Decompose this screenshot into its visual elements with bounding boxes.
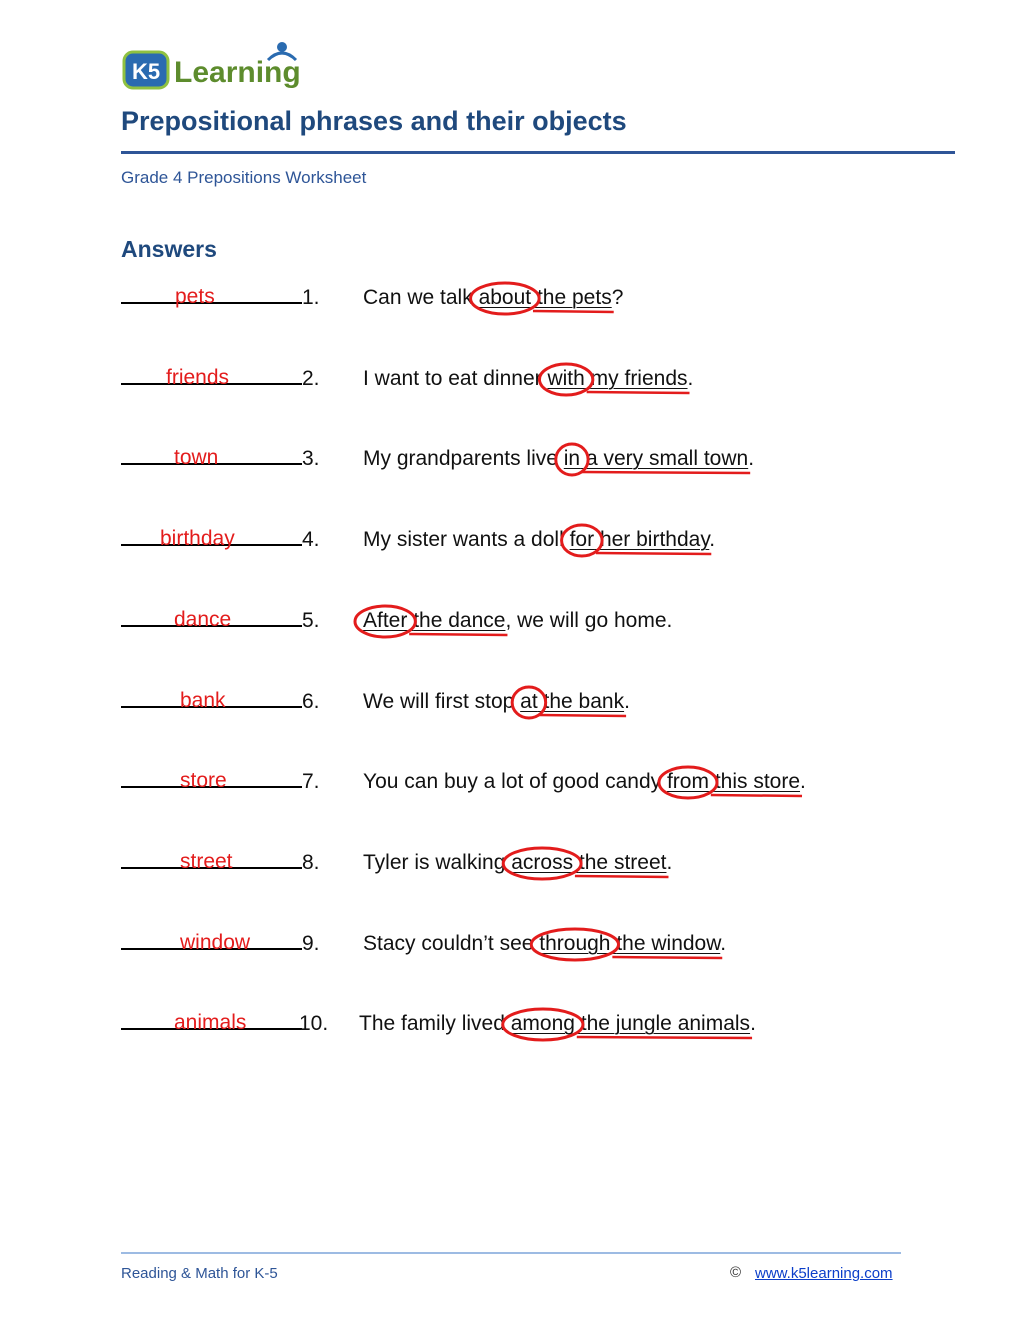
prepositional-object: the bank bbox=[543, 690, 625, 713]
sentence-text: Tyler is walking bbox=[363, 851, 512, 874]
prepositional-object: the street bbox=[578, 851, 667, 874]
answer-text: window bbox=[180, 931, 251, 954]
sentence-text-end: . bbox=[687, 367, 694, 390]
sentence bbox=[363, 367, 693, 391]
prepositional-object: the dance bbox=[413, 609, 506, 632]
item-number: 5. bbox=[302, 609, 320, 632]
preposition: in bbox=[563, 447, 581, 470]
sentence-text-end: . bbox=[750, 1012, 756, 1035]
preposition: among bbox=[510, 1012, 575, 1035]
preposition: about bbox=[478, 286, 532, 309]
answer-text: street bbox=[180, 850, 233, 873]
object-underline bbox=[582, 472, 750, 473]
object-underline bbox=[612, 957, 722, 958]
object-underline bbox=[711, 795, 802, 796]
sentence bbox=[363, 770, 806, 794]
sentence bbox=[363, 932, 726, 956]
answer-text: birthday bbox=[160, 527, 235, 550]
object-underline bbox=[409, 634, 507, 635]
answer-text: bank bbox=[180, 689, 226, 712]
page-subtitle: Grade 4 Prepositions Worksheet bbox=[121, 168, 367, 187]
item-number: 6. bbox=[302, 690, 320, 713]
object-underline bbox=[596, 553, 711, 554]
sentence-text-end: . bbox=[624, 690, 630, 713]
prepositional-object: my friends bbox=[590, 367, 688, 390]
k5-learning-logo bbox=[122, 38, 342, 94]
prepositional-object: the pets bbox=[536, 286, 612, 309]
item-number: 1. bbox=[302, 286, 320, 309]
sentence bbox=[363, 690, 630, 714]
sentence-text: I want to eat dinner bbox=[363, 367, 548, 390]
answers-heading: Answers bbox=[121, 236, 217, 262]
preposition: with bbox=[547, 367, 585, 390]
sentence-text-end: . bbox=[720, 932, 727, 955]
sentence bbox=[363, 447, 754, 471]
sentence-text-end: ? bbox=[611, 286, 624, 309]
answer-text: town bbox=[174, 446, 219, 469]
prepositional-object: the window bbox=[616, 932, 721, 955]
preposition: through bbox=[539, 932, 611, 955]
logo-learning-text: Learning bbox=[174, 56, 301, 89]
sentence-text: We will first stop bbox=[363, 690, 521, 713]
sentence-text: My sister wants a doll bbox=[363, 528, 570, 551]
sentence-text: The family lived bbox=[359, 1012, 511, 1035]
prepositional-object: the jungle animals bbox=[580, 1012, 751, 1035]
footer-divider bbox=[121, 1252, 901, 1254]
answer-text: dance bbox=[174, 608, 232, 631]
item-number: 2. bbox=[302, 367, 320, 390]
sentence-text: My grandparents live bbox=[363, 447, 564, 470]
page-title: Prepositional phrases and their objects bbox=[121, 106, 627, 136]
object-underline bbox=[540, 715, 627, 716]
item-number: 8. bbox=[302, 851, 320, 874]
sentence-text-end: . bbox=[748, 447, 755, 470]
preposition: After bbox=[363, 609, 408, 632]
answer-text: store bbox=[180, 769, 227, 792]
sentence bbox=[363, 851, 672, 875]
answer-text: animals bbox=[174, 1011, 247, 1034]
copyright-symbol: © bbox=[730, 1264, 742, 1281]
sentence bbox=[363, 528, 715, 552]
item-number: 7. bbox=[302, 770, 320, 793]
sentence-text-end: . bbox=[800, 770, 806, 793]
prepositional-object: this store bbox=[714, 770, 801, 793]
sentence-text-end: . bbox=[709, 528, 716, 551]
item-number: 10. bbox=[299, 1012, 329, 1035]
logo-k5-text: K5 bbox=[131, 59, 161, 84]
footer-tagline: Reading & Math for K-5 bbox=[121, 1265, 278, 1282]
sentence bbox=[359, 1012, 756, 1036]
sentence-text-end: , we will go home. bbox=[505, 609, 673, 632]
sentence bbox=[363, 286, 623, 310]
answer-text: pets bbox=[175, 285, 215, 308]
preposition: at bbox=[520, 690, 538, 713]
object-underline bbox=[575, 876, 669, 877]
object-underline bbox=[533, 311, 614, 312]
k5learning-link[interactable]: www.k5learning.com bbox=[755, 1265, 893, 1282]
object-underline bbox=[587, 392, 690, 393]
prepositional-object: her birthday bbox=[599, 528, 710, 551]
sentence-text: You can buy a lot of good candy bbox=[363, 770, 667, 793]
preposition: for bbox=[569, 528, 595, 551]
preposition: across bbox=[511, 851, 574, 874]
title-divider bbox=[121, 151, 955, 154]
item-number: 4. bbox=[302, 528, 320, 551]
sentence-text-end: . bbox=[666, 851, 673, 874]
item-number: 9. bbox=[302, 932, 320, 955]
item-number: 3. bbox=[302, 447, 320, 470]
prepositional-object: a very small town bbox=[585, 447, 749, 470]
sentence-text: Can we talk bbox=[363, 286, 479, 309]
answer-text: friends bbox=[166, 366, 230, 389]
preposition: from bbox=[666, 770, 709, 793]
object-underline bbox=[577, 1037, 752, 1038]
sentence bbox=[363, 609, 672, 633]
sentence-text: Stacy couldn’t see bbox=[363, 932, 540, 955]
